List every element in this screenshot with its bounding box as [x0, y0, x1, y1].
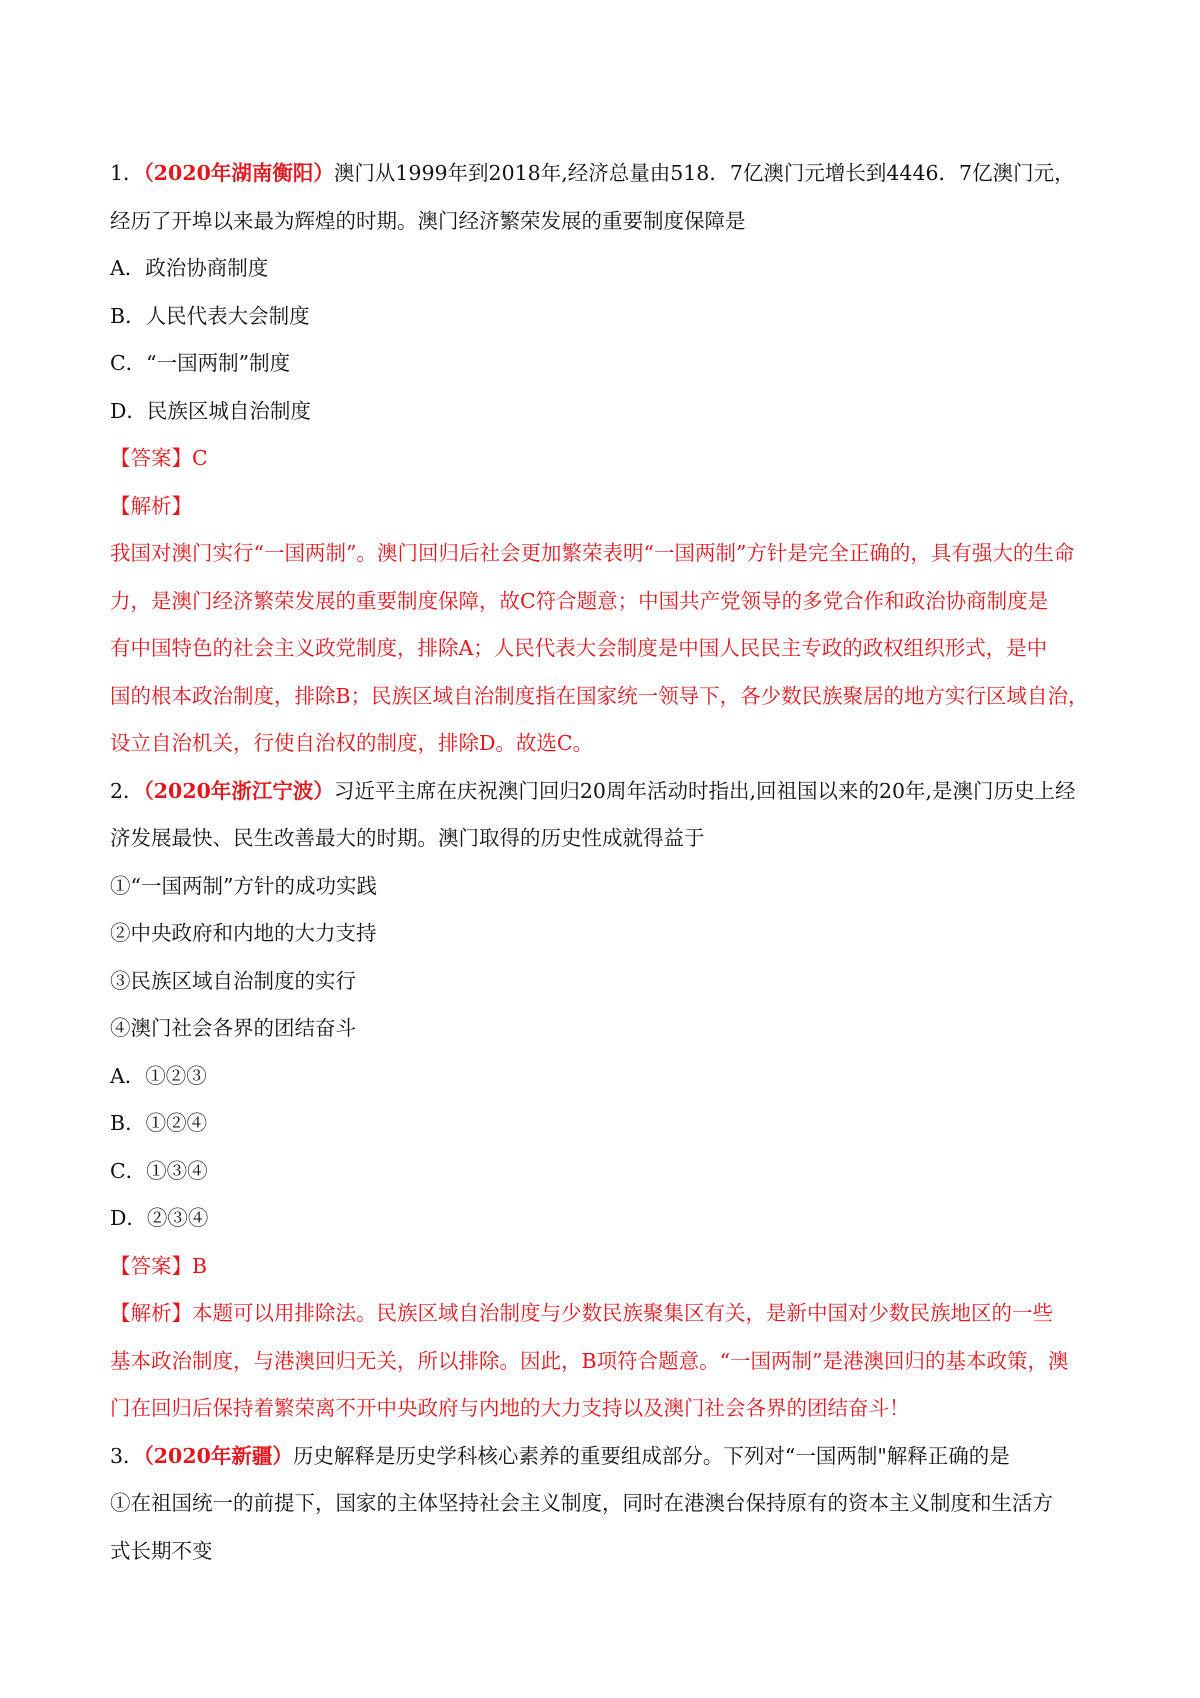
- q3-item-1-line-2: 式长期不变: [110, 1538, 213, 1563]
- q1-option-c: C．“一国两制”制度: [110, 351, 291, 375]
- q2-option-d: D．②③④: [110, 1206, 209, 1230]
- q2-analysis-label: 【解析】: [110, 1301, 192, 1325]
- q1-analysis-label: 【解析】: [110, 493, 192, 518]
- q3-stem-text-1: 历史解释是历史学科核心素养的重要组成部分。下列对“一国两制"解释正确的是: [292, 1443, 1010, 1468]
- q2-analysis-text-1: 本题可以用排除法。民族区域自治制度与少数民族聚集区有关，是新中国对少数民族地区的一些: [192, 1301, 1053, 1325]
- document-content: [110, 150, 1100, 1575]
- q2-stem-line-2: 济发展最快、民生改善最大的时期。澳门取得的历史性成就得益于: [110, 826, 705, 850]
- q3-item-1-line-1: ①在祖国统一的前提下，国家的主体坚持社会主义制度，同时在港澳台保持原有的资本主义制度和生活方: [110, 1491, 1053, 1515]
- q1-stem-text-1: 澳门从1999年到2018年,经济总量由518．7亿澳门元增长到4446．7亿澳门元，: [333, 161, 1075, 185]
- q1-analysis-line-1: 我国对澳门实行“一国两制”。澳门回归后社会更加繁荣表明“一国两制”方针是完全正确的，具有强大的生命: [110, 541, 1075, 565]
- q1-analysis-line-3: 有中国特色的社会主义政党制度，排除A；人民代表大会制度是中国人民民主专政的政权组织形式，是中: [110, 636, 1048, 660]
- q1-number: 1．: [110, 161, 144, 185]
- q2-option-c: C．①③④: [110, 1158, 208, 1183]
- q2-item-1: ①“一国两制”方针的成功实践: [110, 873, 377, 898]
- q1-option-d: D．民族区城自治制度: [110, 398, 311, 423]
- q2-option-b: B．①②④: [110, 1111, 208, 1135]
- q2-item-4: ④澳门社会各界的团结奋斗: [110, 1016, 356, 1040]
- q2-stem-text-1: 习近平主席在庆祝澳门回归20周年活动时指出,回祖国以来的20年,是澳门历史上经: [333, 778, 1076, 803]
- q1-analysis-line-2: 力，是澳门经济繁荣发展的重要制度保障，故C符合题意；中国共产党领导的多党合作和政治协商制度是: [110, 588, 1049, 613]
- q2-analysis-line-2: 基本政治制度，与港澳回归无关，所以排除。因此，B项符合题意。“一国两制”是港澳回归的基本政策，澳: [110, 1348, 1069, 1373]
- q2-stem-line-1: [110, 768, 1100, 816]
- q2-answer-value: B: [192, 1253, 208, 1278]
- q1-analysis-line-4: 国的根本政治制度，排除B；民族区域自治制度指在国家统一领导下，各少数民族聚居的地方实行区域自治，: [110, 683, 1089, 708]
- q2-answer-label: 【答案】: [110, 1253, 192, 1278]
- q3-source: （2020年新疆）: [143, 1443, 293, 1468]
- q2-answer: [110, 1243, 1100, 1291]
- q2-source: （2020年浙江宁波）: [143, 778, 334, 803]
- q1-analysis-line-5: 设立自治机关，行使自治权的制度，排除D。故选C。: [110, 731, 594, 755]
- q2-analysis-line-1: [110, 1290, 1100, 1338]
- q2-number: 2．: [110, 778, 144, 803]
- q2-item-3: ③民族区域自治制度的实行: [110, 968, 356, 993]
- q3-number: 3．: [110, 1443, 144, 1468]
- q1-answer-label: 【答案】: [110, 446, 192, 470]
- q1-option-b: B．人民代表大会制度: [110, 303, 310, 328]
- q3-stem-line-1: [110, 1433, 1100, 1481]
- q1-answer-value: C: [192, 446, 208, 470]
- q1-option-a: A．政治协商制度: [110, 256, 269, 280]
- q2-option-a: A．①②③: [110, 1063, 207, 1088]
- q2-item-2: ②中央政府和内地的大力支持: [110, 921, 377, 945]
- q1-stem-line-2: 经历了开埠以来最为辉煌的时期。澳门经济繁荣发展的重要制度保障是: [110, 208, 746, 233]
- q1-answer: [110, 435, 1100, 483]
- q1-source: （2020年湖南衡阳）: [143, 161, 334, 185]
- q2-analysis-line-3: 门在回归后保持着繁荣离不开中央政府与内地的大力支持以及澳门社会各界的团结奋斗！: [110, 1396, 910, 1420]
- q1-stem-line-1: [110, 150, 1100, 198]
